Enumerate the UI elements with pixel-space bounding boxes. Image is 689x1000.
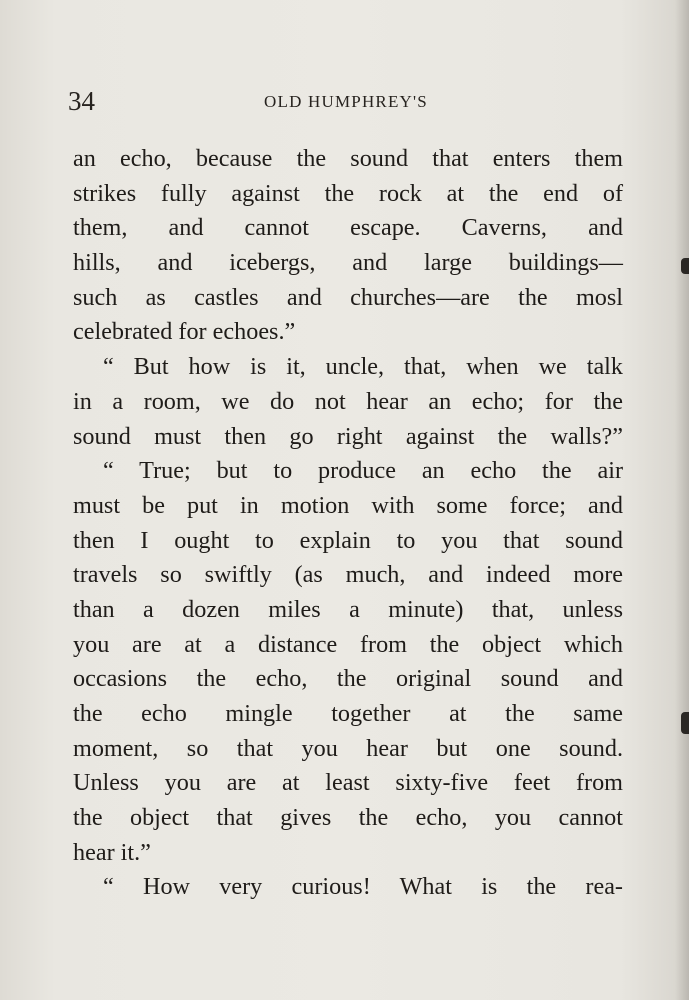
text-line: “ How very curious! What is the rea-: [103, 873, 623, 901]
page-edge-shadow: [675, 0, 689, 1000]
text-line: than a dozen miles a minute) that, unless: [73, 595, 623, 623]
text-line: Unless you are at least sixty-five feet from: [73, 769, 623, 797]
page-header: [68, 86, 624, 122]
text-line: “ But how is it, uncle, that, when we talk: [103, 353, 623, 381]
text-line: “ True; but to produce an echo the air: [103, 457, 623, 485]
text-line: them, and cannot escape. Caverns, and: [73, 214, 623, 242]
page-edge-notch: [681, 712, 689, 734]
text-line: moment, so that you hear but one sound.: [73, 734, 623, 762]
text-line: celebrated for echoes.”: [73, 318, 296, 346]
text-line: sound must then go right against the walls?”: [73, 422, 623, 450]
text-line: the echo mingle together at the same: [73, 700, 623, 727]
text-line: hills, and icebergs, and large buildings—: [73, 249, 623, 277]
running-head: OLD HUMPHREY'S: [264, 92, 428, 111]
text-line: you are at a distance from the object which: [73, 630, 623, 658]
text-line: travels so swiftly (as much, and indeed more: [73, 561, 623, 589]
text-line: such as castles and churches—are the mosl: [73, 283, 623, 311]
text-line: the object that gives the echo, you cannot: [73, 804, 623, 832]
text-line: occasions the echo, the original sound and: [73, 665, 623, 693]
text-line: then I ought to explain to you that sound: [73, 526, 623, 554]
text-line: an echo, because the sound that enters them: [73, 145, 623, 172]
text-line: strikes fully against the rock at the end of: [73, 179, 623, 207]
page-edge-notch: [681, 258, 689, 274]
text-line: hear it.”: [73, 838, 151, 866]
page-number: 34: [68, 86, 95, 116]
text-line: must be put in motion with some force; and: [73, 491, 623, 519]
text-line: in a room, we do not hear an echo; for the: [73, 387, 623, 415]
body-text: [73, 142, 623, 905]
